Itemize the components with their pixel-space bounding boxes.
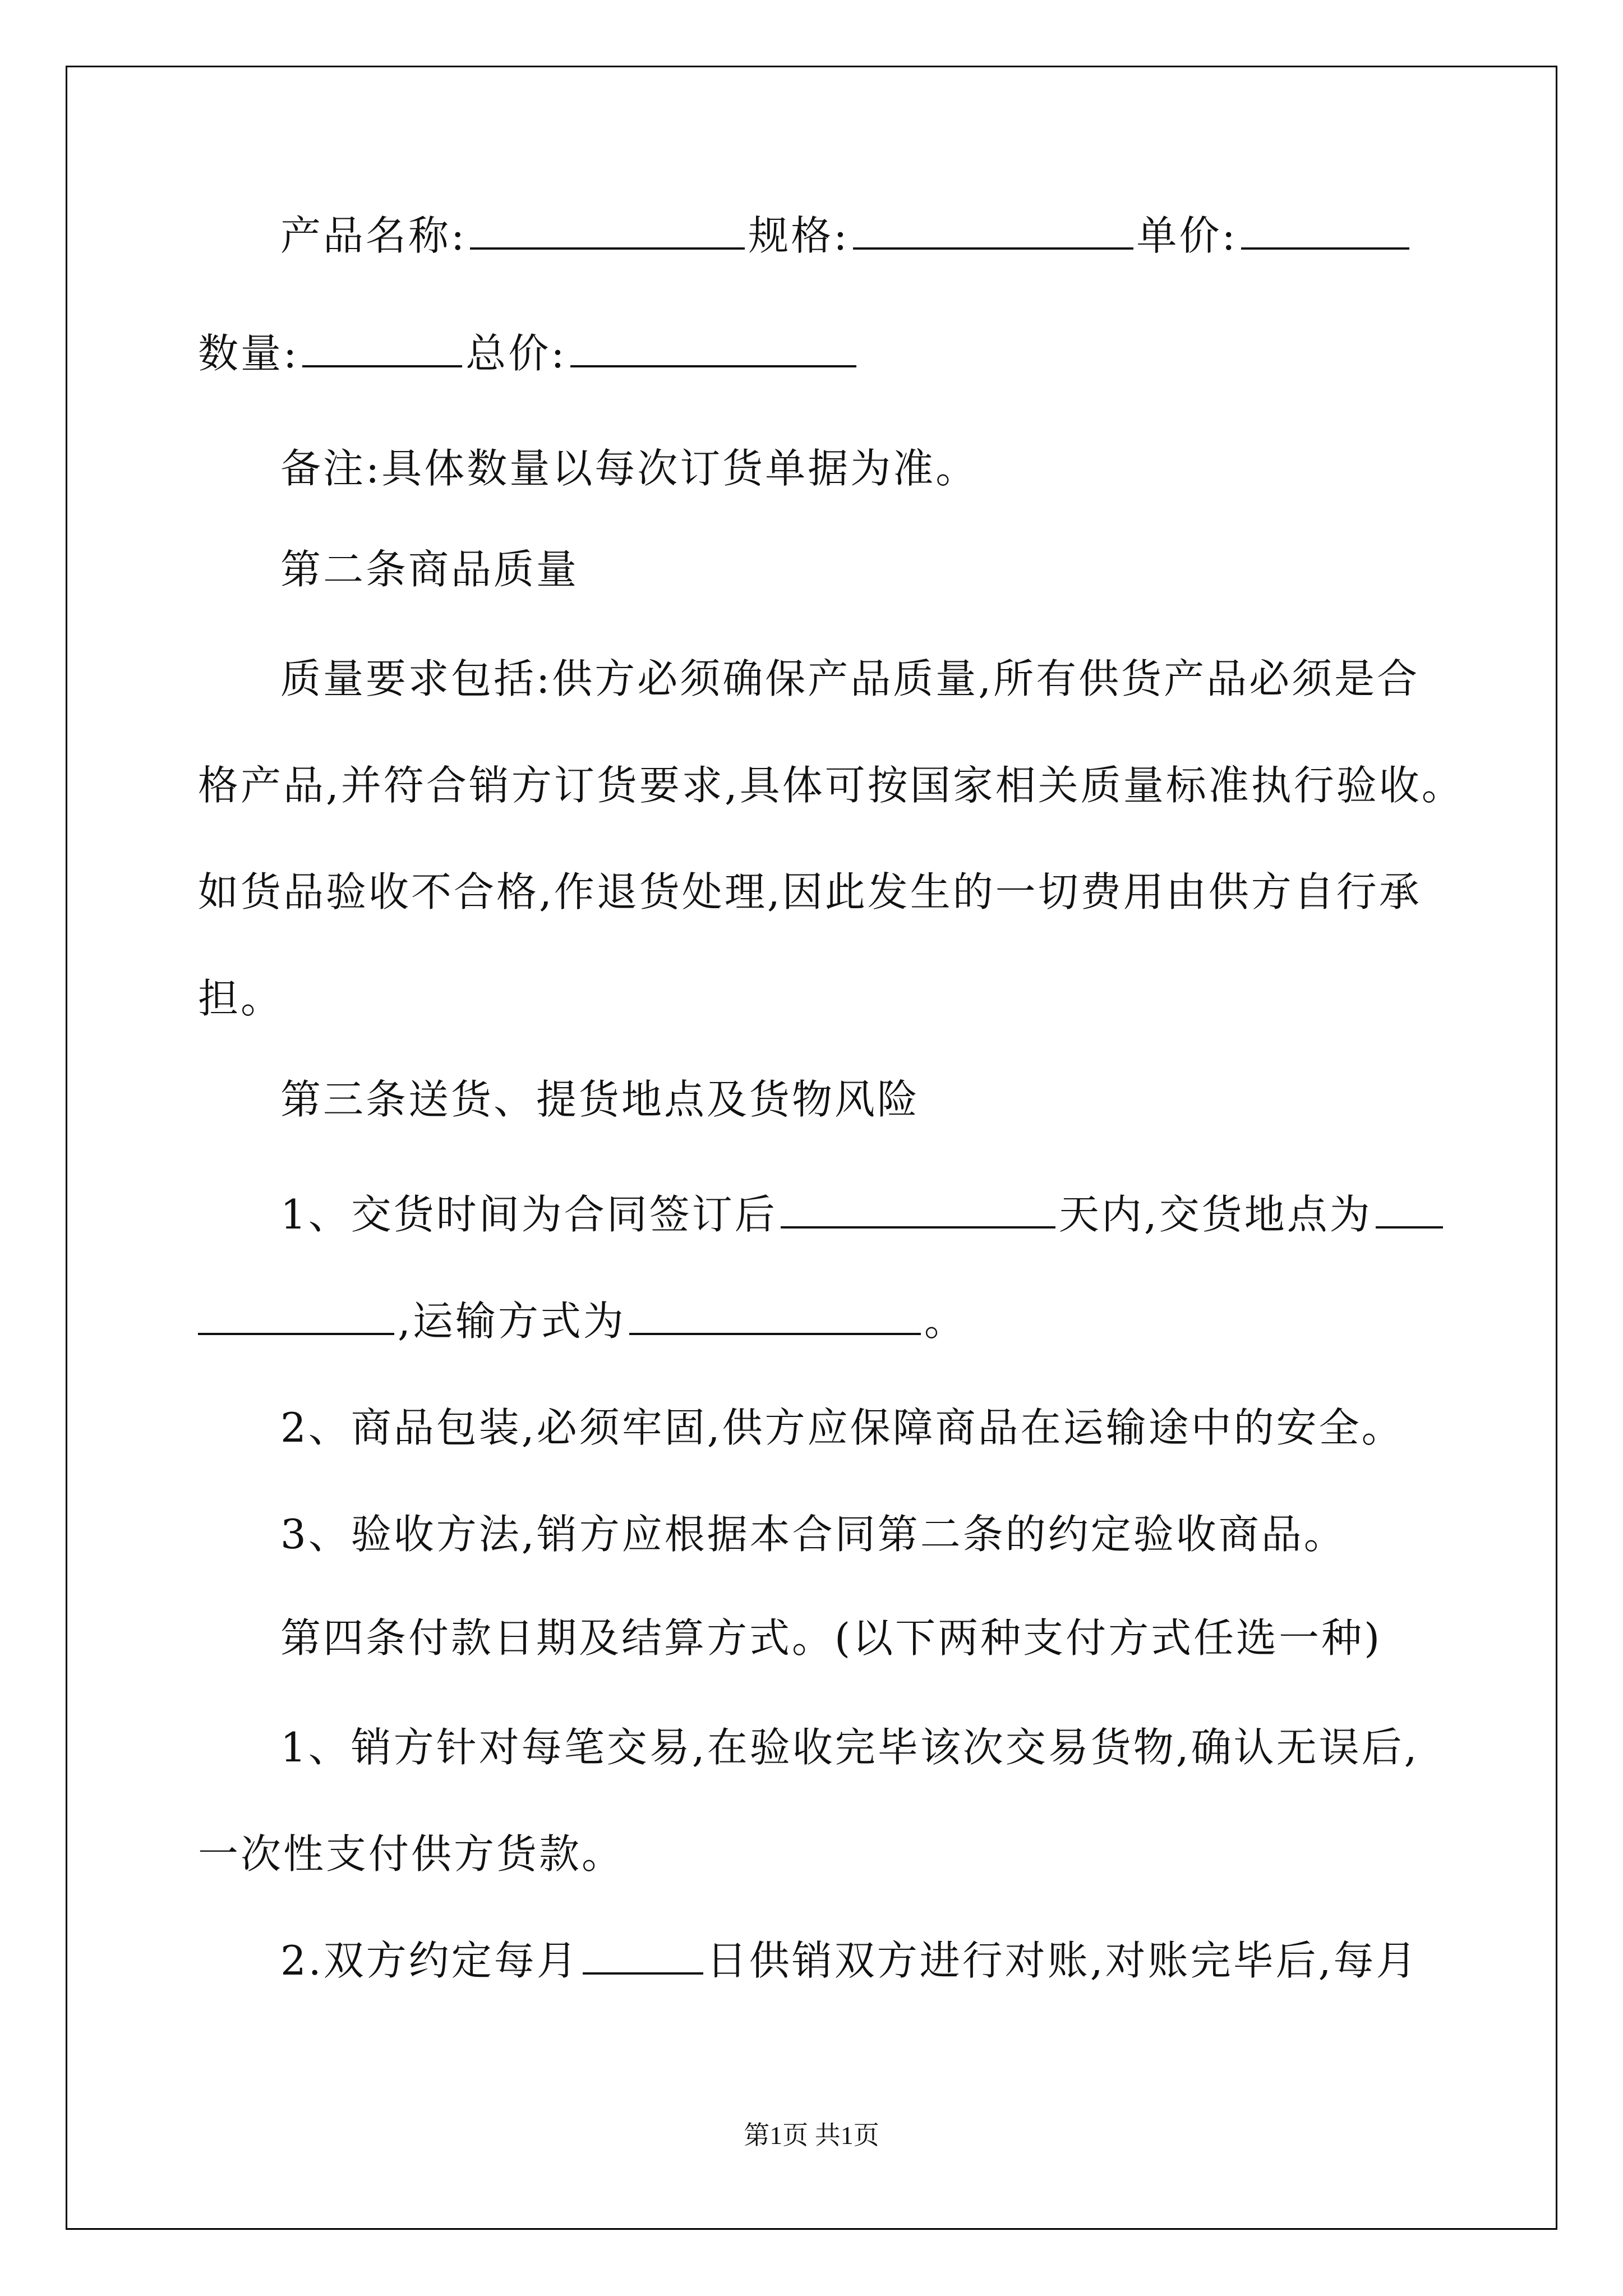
total-label: 总价: bbox=[465, 330, 567, 377]
transport-blank[interactable] bbox=[629, 1294, 921, 1335]
article2-title: 第二条商品质量 bbox=[280, 546, 579, 593]
article3-title: 第三条送货、提货地点及货物风险 bbox=[280, 1076, 920, 1123]
payment2-day-blank[interactable] bbox=[583, 1933, 703, 1975]
quantity-blank[interactable] bbox=[302, 326, 462, 367]
spec-label: 规格: bbox=[748, 212, 850, 259]
payment1-line-2: 一次性支付供方货款。 bbox=[198, 1830, 625, 1878]
remark: 备注:具体数量以每次订货单据为准。 bbox=[280, 445, 979, 492]
product-line bbox=[280, 208, 1413, 264]
transport-end: 。 bbox=[924, 1297, 967, 1345]
delivery-days-blank[interactable] bbox=[781, 1187, 1055, 1228]
page-footer: 第1页 共1页 bbox=[744, 2121, 879, 2150]
payment2-line bbox=[280, 1932, 1418, 1989]
inspection: 3、验收方法,销方应根据本合同第二条的约定验收商品。 bbox=[280, 1511, 1347, 1558]
page-border bbox=[66, 66, 1557, 2230]
payment1-line-1: 1、销方针对每笔交易,在验收完毕该次交易货物,确认无误后, bbox=[280, 1724, 1419, 1771]
spec-blank[interactable] bbox=[853, 208, 1133, 250]
quality-line-1: 质量要求包括:供方必须确保产品质量,所有供货产品必须是合 bbox=[280, 655, 1420, 702]
quantity-line bbox=[198, 325, 860, 381]
article4-title: 第四条付款日期及结算方式。(以下两种支付方式任选一种) bbox=[280, 1614, 1382, 1662]
delivery-place-blank[interactable] bbox=[1376, 1187, 1443, 1228]
payment2-text-a: 2.双方约定每月 bbox=[280, 1937, 579, 1984]
quality-line-3: 如货品验收不合格,作退货处理,因此发生的一切费用由供方自行承 bbox=[198, 868, 1422, 915]
unit-price-blank[interactable] bbox=[1241, 208, 1409, 250]
payment2-text-b: 日供销双方进行对账,对账完毕后,每月 bbox=[706, 1937, 1419, 1984]
total-blank[interactable] bbox=[570, 326, 856, 367]
quantity-label: 数量: bbox=[198, 330, 299, 377]
unit-price-label: 单价: bbox=[1136, 212, 1238, 259]
delivery-time-text: 1、交货时间为合同签订后 bbox=[280, 1191, 777, 1238]
packing: 2、商品包装,必须牢固,供方应保障商品在运输途中的安全。 bbox=[280, 1404, 1404, 1451]
delivery-place-blank-cont[interactable] bbox=[198, 1294, 394, 1335]
quality-line-2: 格产品,并符合销方订货要求,具体可按国家相关质量标准执行验收。 bbox=[198, 762, 1464, 809]
delivery-place-text: 天内,交货地点为 bbox=[1058, 1191, 1372, 1238]
quality-line-4: 担。 bbox=[198, 975, 284, 1022]
product-name-label: 产品名称: bbox=[280, 212, 467, 259]
transport-text: ,运输方式为 bbox=[398, 1297, 626, 1345]
delivery-line-1 bbox=[280, 1186, 1446, 1243]
delivery-line-2 bbox=[198, 1293, 967, 1349]
product-name-blank[interactable] bbox=[470, 208, 745, 250]
